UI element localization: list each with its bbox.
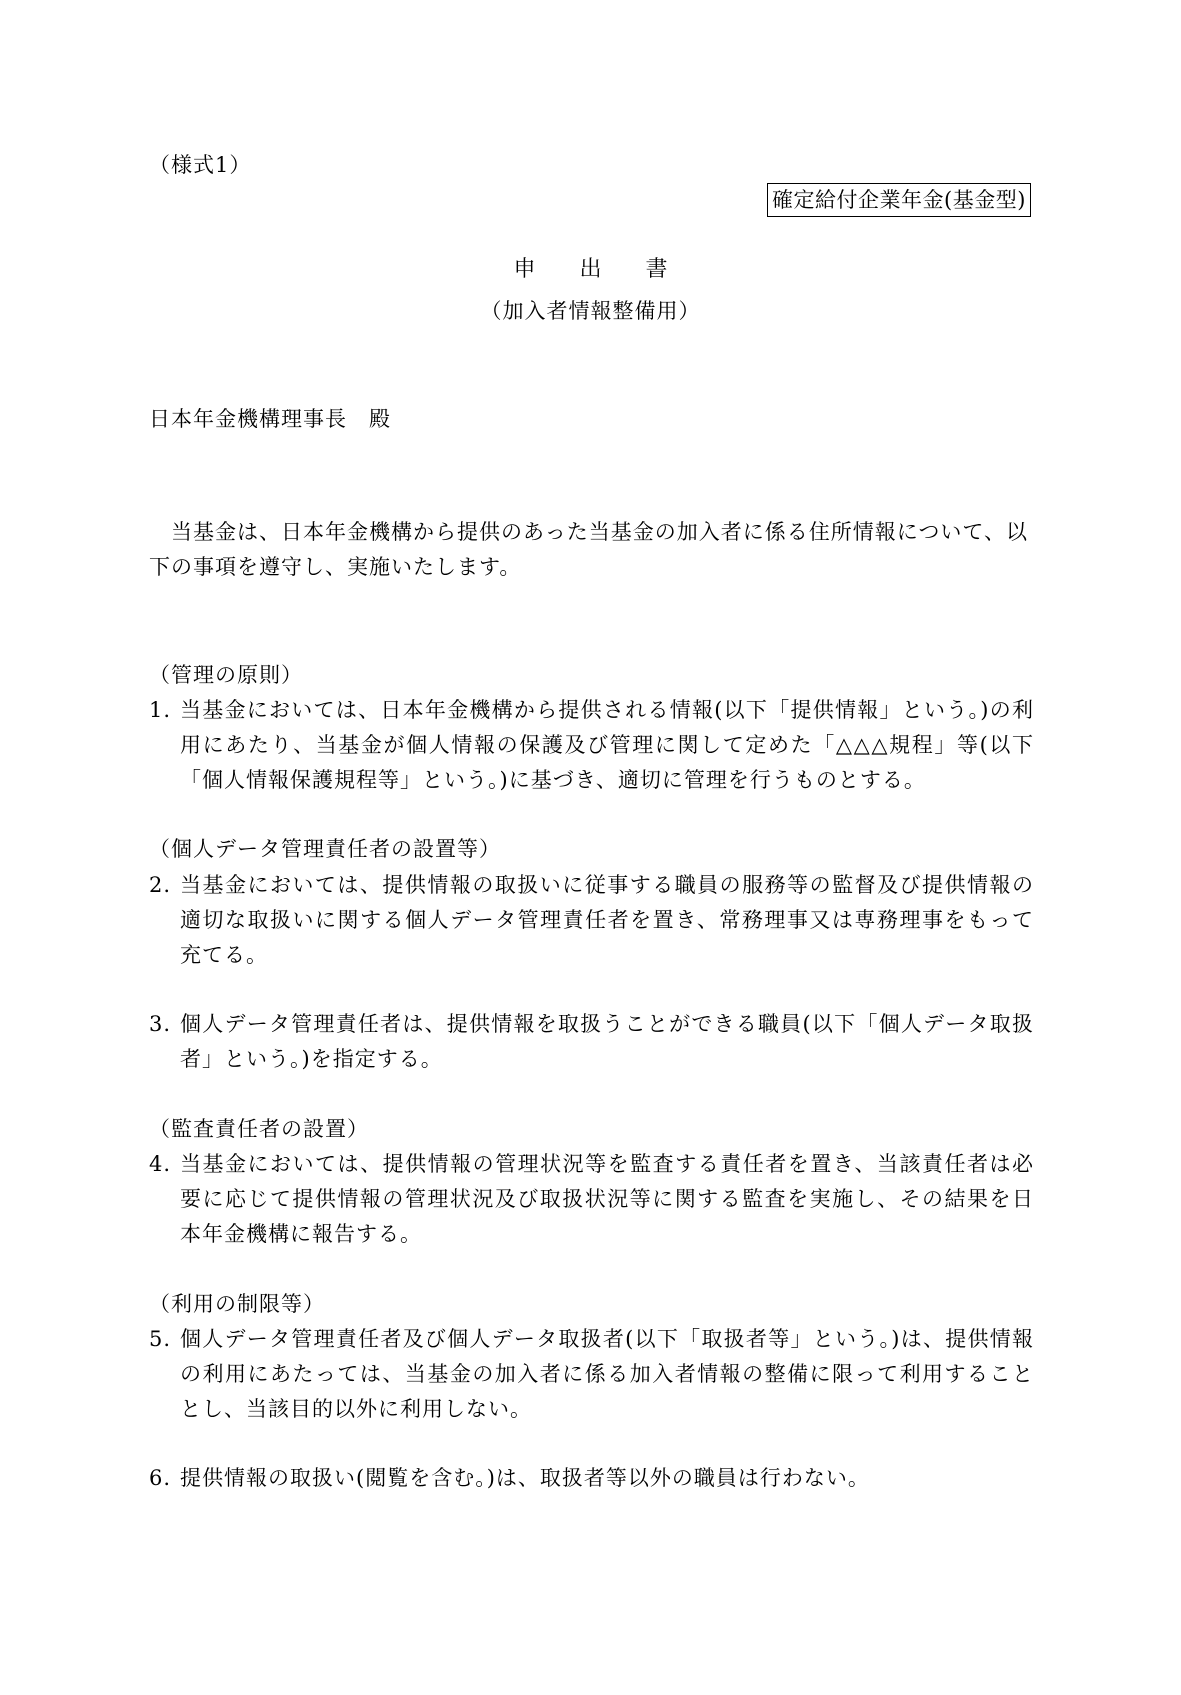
intro-paragraph: 当基金は、日本年金機構から提供のあった当基金の加入者に係る住所情報について、以下の事項を遵守し、実施いたします。 xyxy=(149,520,1028,579)
clause-number: 3. xyxy=(149,1012,172,1036)
clause-number: 4. xyxy=(149,1152,172,1176)
title-char: 出 xyxy=(579,257,602,282)
clause-5 xyxy=(149,1322,1034,1427)
clause-text: 当基金においては、日本年金機構から提供される情報(以下「提供情報」という。)の利用にあたり、当基金が個人情報の保護及び管理に関して定めた「△△△規程」等(以下「個人情報保護規程等」という。)に基づき、適切に管理を行うものとする。 xyxy=(180,698,1034,792)
clause-number: 6. xyxy=(149,1466,172,1490)
clause-text: 当基金においては、提供情報の管理状況等を監査する責任者を置き、当該責任者は必要に応じて提供情報の管理状況及び取扱状況等に関する監査を実施し、その結果を日本年金機構に報告する。 xyxy=(180,1152,1034,1246)
clause-2 xyxy=(149,868,1034,973)
clause-text: 提供情報の取扱い(閲覧を含む。)は、取扱者等以外の職員は行わない。 xyxy=(180,1466,870,1490)
document-subtitle: （加入者情報整備用） xyxy=(480,299,701,323)
title-char: 申 xyxy=(513,257,536,282)
clause-4 xyxy=(149,1147,1034,1252)
clause-text: 当基金においては、提供情報の取扱いに従事する職員の服務等の監督及び提供情報の適切な取扱いに関する個人データ管理責任者を置き、常務理事又は専務理事をもって充てる。 xyxy=(180,873,1034,967)
clause-text: 個人データ管理責任者及び個人データ取扱者(以下「取扱者等」という。)は、提供情報の利用にあたっては、当基金の加入者に係る加入者情報の整備に限って利用することとし、当該目的以外に利用しない。 xyxy=(180,1327,1034,1421)
clause-number: 5. xyxy=(149,1327,172,1351)
clause-text: 個人データ管理責任者は、提供情報を取扱うことができる職員(以下「個人データ取扱者」という。)を指定する。 xyxy=(180,1012,1034,1071)
pension-type-box: 確定給付企業年金(基金型) xyxy=(767,183,1031,217)
form-label: （様式1） xyxy=(149,153,252,177)
clause-3 xyxy=(149,1007,1034,1077)
title-char: 書 xyxy=(645,257,668,282)
section-heading-usage-restriction: （利用の制限等） xyxy=(149,1292,325,1316)
section-heading-management-principle: （管理の原則） xyxy=(149,663,303,687)
clause-6 xyxy=(149,1461,1034,1496)
section-heading-data-manager: （個人データ管理責任者の設置等） xyxy=(149,837,501,861)
clause-number: 1. xyxy=(149,698,172,722)
document-title xyxy=(0,252,1181,288)
addressee: 日本年金機構理事長 殿 xyxy=(149,407,391,431)
clause-number: 2. xyxy=(149,873,172,897)
section-heading-audit: （監査責任者の設置） xyxy=(149,1117,369,1141)
clause-1 xyxy=(149,693,1034,798)
